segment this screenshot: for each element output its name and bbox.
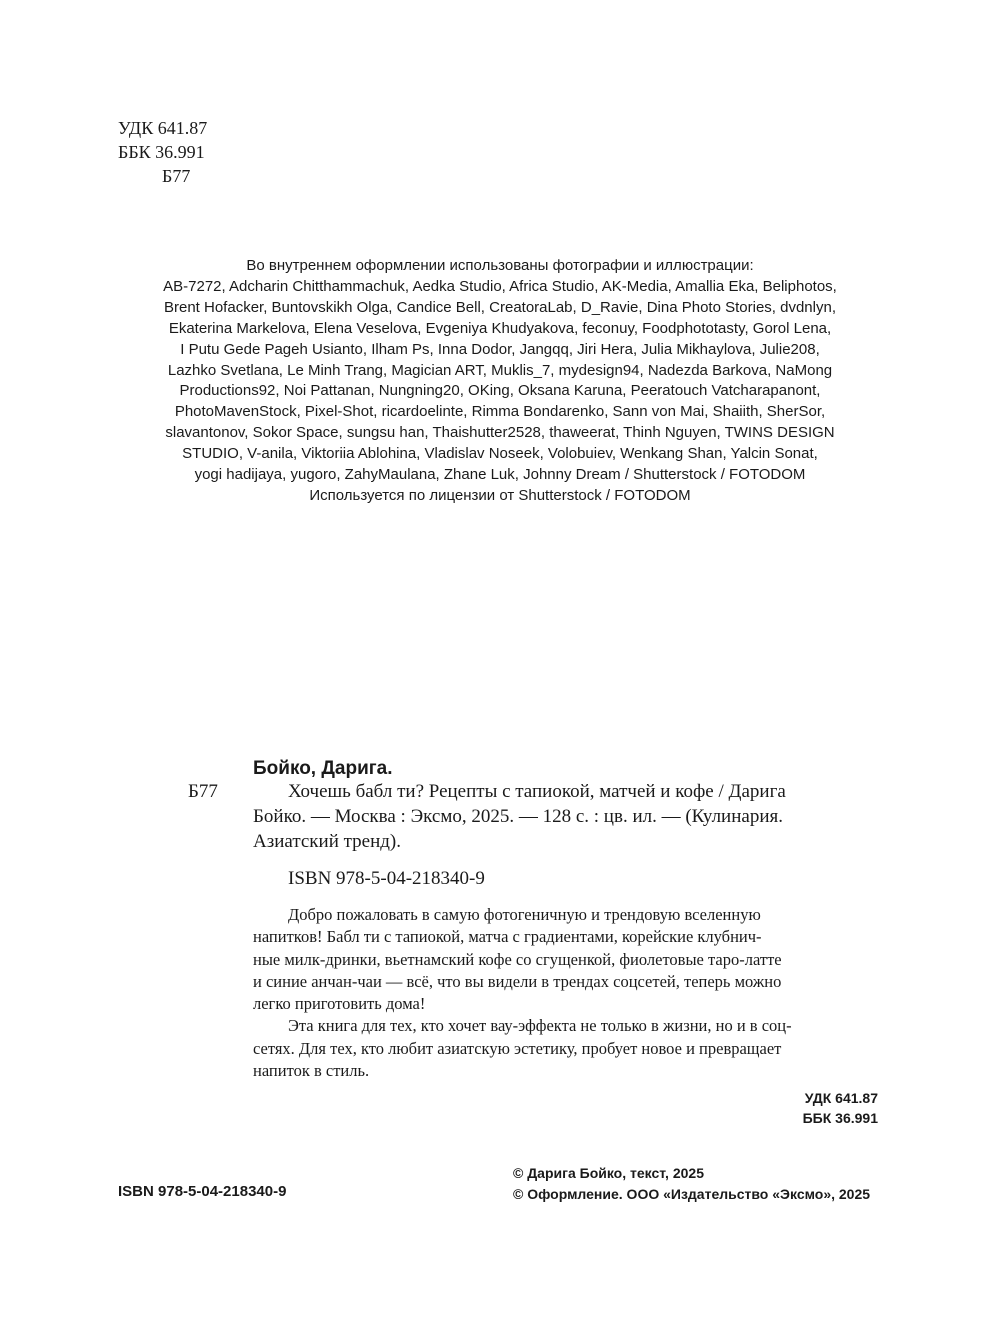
annotation-line: напитков! Бабл ти с тапиокой, матча с градиентами, корейские клубнич-	[253, 927, 762, 947]
description-line: Хочешь бабл ти? Рецепты с тапиокой, матчей и кофе / Дарига	[288, 781, 786, 802]
classification-block	[118, 116, 207, 188]
description-line: Азиатский тренд).	[253, 831, 402, 852]
bbk-bottom: ББК 36.991	[802, 1110, 878, 1126]
credits-line: AB-7272, Adcharin Chitthammachuk, Aedka Studio, Africa Studio, AK-Media, Amallia Eka, Beliphotos,	[163, 277, 837, 295]
credits-line: Productions92, Noi Pattanan, Nungning20, OKing, Oksana Karuna, Peeratouch Vatcharapanont,	[179, 382, 821, 400]
bibliographic-description	[253, 779, 881, 854]
photo-credits	[90, 256, 910, 507]
annotation-line: Добро пожаловать в самую фотогеничную и трендовую вселенную	[288, 905, 761, 924]
udk-bottom: УДК 641.87	[804, 1090, 878, 1106]
bbk-code: ББК 36.991	[118, 142, 205, 162]
isbn-record: ISBN 978-5-04-218340-9	[288, 868, 485, 889]
copyright-design: © Оформление. ООО «Издательство «Эксмо», 2025	[513, 1186, 871, 1202]
license-line: Используется по лицензии от Shutterstock / FOTODOM	[309, 486, 691, 504]
credits-line: Во внутреннем оформлении использованы фотографии и иллюстрации:	[246, 257, 754, 274]
credits-line: PhotoMavenStock, Pixel-Shot, ricardoelinte, Rimma Bondarenko, Sann von Mai, Shaiith, SherSor,	[174, 403, 826, 421]
udk-code: УДК 641.87	[118, 118, 208, 138]
copyright-block	[513, 1163, 870, 1205]
annotation	[253, 904, 881, 1082]
credits-line: yogi hadijaya, yugoro, ZahyMaulana, Zhane Luk, Johnny Dream / Shutterstock / FOTODOM	[194, 466, 806, 484]
credits-line: Brent Hofacker, Buntovskikh Olga, Candice Bell, CreatoraLab, D_Ravie, Dina Photo Stories, dvdnlyn,	[163, 298, 836, 316]
credits-line: Lazhko Svetlana, Le Minh Trang, Magician ART, Muklis_7, mydesign94, Nadezda Barkova, NaMong	[167, 361, 833, 379]
credits-line: I Putu Gede Pageh Usianto, Ilham Ps, Inna Dodor, Jangqq, Jiri Hera, Julia Mikhaylova, Julie208,	[180, 340, 820, 358]
annotation-line: напиток в стиль.	[253, 1061, 370, 1081]
credits-line: Ekaterina Markelova, Elena Veselova, Evgeniya Khudyakova, feconuy, Foodphototasty, Gorol Lena,	[168, 319, 832, 337]
author-sign: Б77	[162, 166, 191, 186]
author-heading: Бойко, Дарига.	[253, 758, 393, 779]
credits-line: STUDIO, V-anila, Viktoriia Ablohina, Vladislav Noseek, Volobuiev, Wenkang Shan, Yalcin Sonat,	[182, 445, 818, 463]
description-line: Бойко. — Москва : Эксмо, 2025. — 128 с. : цв. ил. — (Кулинария.	[253, 806, 783, 827]
copyright-text: © Дарига Бойко, текст, 2025	[513, 1165, 704, 1181]
annotation-line: и синие анчан-чаи — всё, что вы видели в трендах соцсетей, теперь можно	[253, 971, 782, 991]
annotation-line: Эта книга для тех, кто хочет вау-эффекта не только в жизни, но и в соц-	[288, 1016, 792, 1036]
classification-bottom	[803, 1088, 878, 1128]
isbn-bottom: ISBN 978-5-04-218340-9	[118, 1183, 287, 1200]
annotation-line: сетях. Для тех, кто любит азиатскую эстетику, пробует новое и превращает	[253, 1038, 782, 1058]
author-sign-record: Б77	[188, 781, 218, 802]
annotation-line: ные милк-дринки, вьетнамский кофе со сгущенкой, фиолетовые таро-латте	[253, 949, 782, 969]
annotation-line: легко приготовить дома!	[253, 994, 426, 1014]
credits-line: slavantonov, Sokor Space, sungsu han, Thaishutter2528, thaweerat, Thinh Nguyen, TWINS DESIGN	[165, 424, 835, 442]
